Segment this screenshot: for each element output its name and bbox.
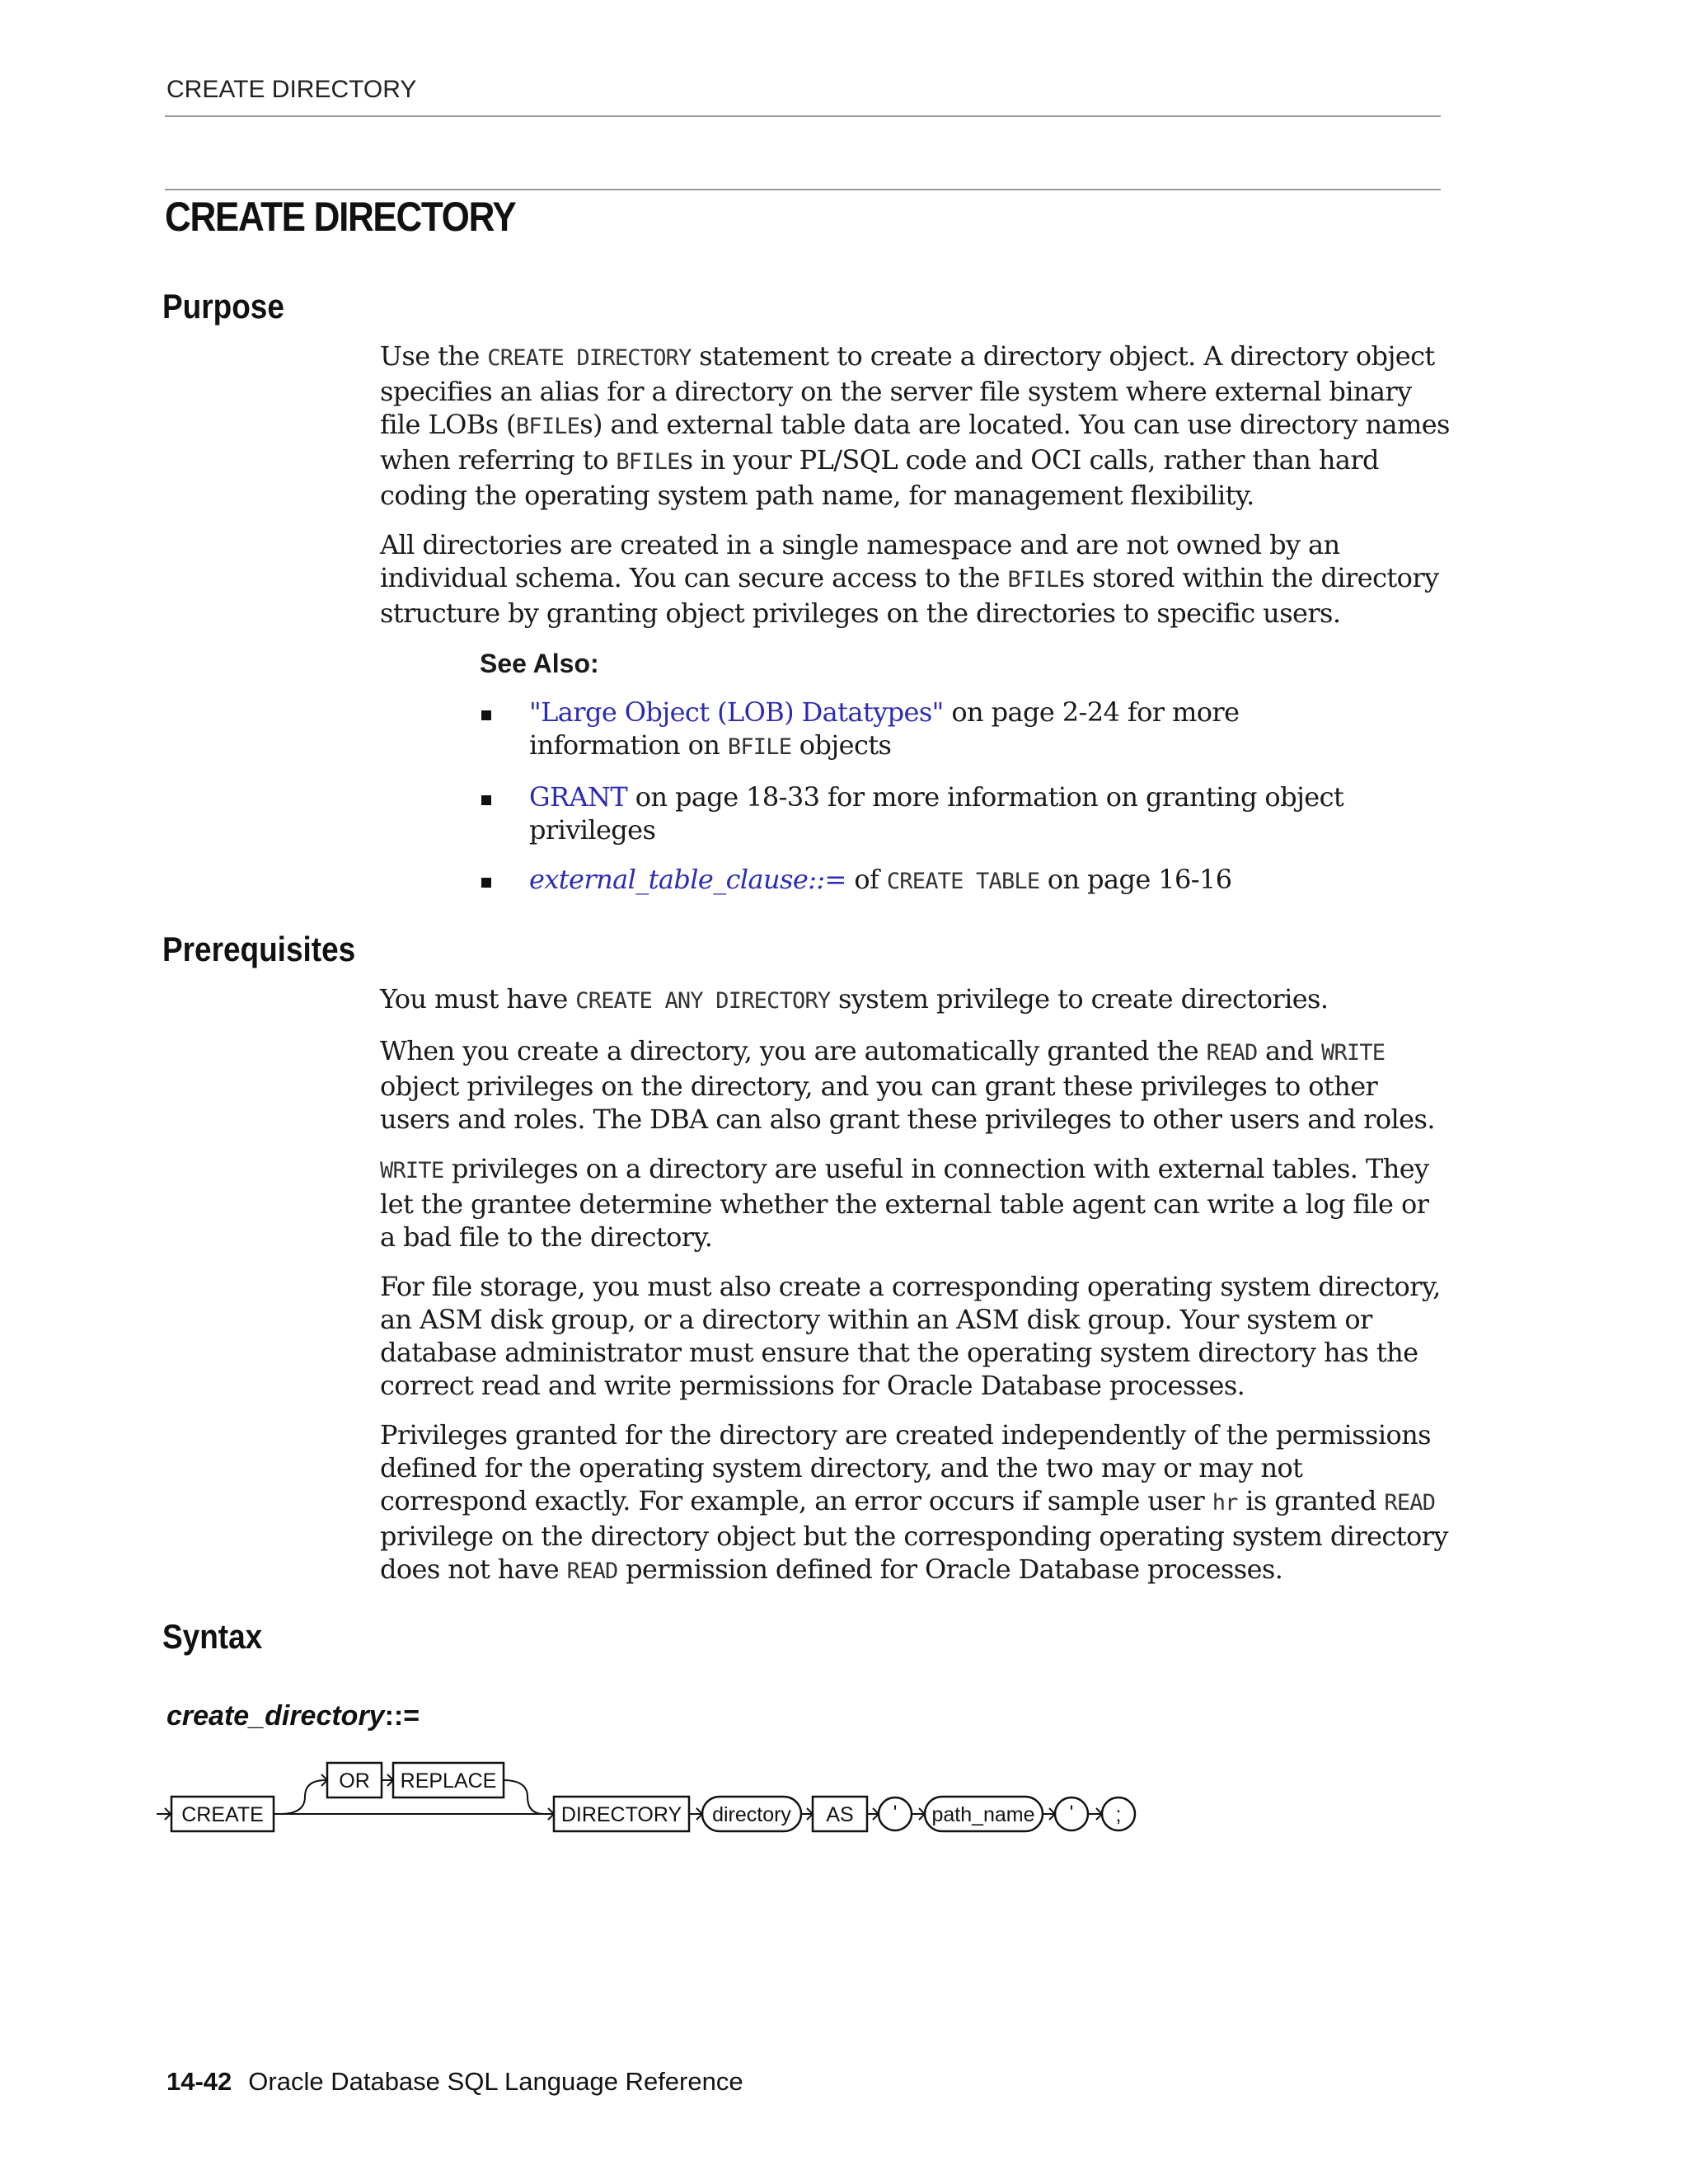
see-also-box [480, 649, 1386, 915]
svg-text:path_name: path_name [931, 1803, 1035, 1826]
bullet-icon [481, 710, 491, 720]
running-head: CREATE DIRECTORY [166, 76, 417, 103]
svg-text:OR: OR [339, 1769, 370, 1793]
directory-name-oval [702, 1797, 801, 1831]
title-rule [165, 189, 1441, 190]
purpose-paragraph-1: Use the CREATE DIRECTORY statement to create a directory object. A directory object specifies an alias for a directory on the server file system where external binary file LOBs (BFILEs) and external table data are located. You can use directory names when referring to BFILEs in your PL/SQL code and OCI calls, rather than hard coding the operating system path name, for management flexibility. [380, 340, 1450, 511]
syntax-rule-name: create_directory [166, 1700, 385, 1732]
page-number: 14-42 [166, 2067, 232, 2096]
prerequisites-heading: Prerequisites [162, 930, 356, 968]
prerequisites-paragraph-5: Privileges granted for the directory are created independently of the permissions defined for the operating system directory, and the two may or may not correspond exactly. For example, an error occurs if sample user hr is granted READ privilege on the directory object but the corresponding operating system directory does not have READ permission defined for Oracle Database processes. [380, 1419, 1448, 1585]
purpose-body [380, 340, 1451, 646]
prerequisites-body [380, 982, 1451, 1605]
svg-text:AS: AS [826, 1803, 854, 1826]
svg-text:': ' [1069, 1802, 1074, 1825]
grant-link[interactable]: GRANT [529, 781, 628, 813]
page-title: CREATE DIRECTORY [165, 194, 516, 240]
svg-text:DIRECTORY: DIRECTORY [560, 1803, 682, 1826]
syntax-rule-label [166, 1700, 420, 1732]
svg-text:CREATE: CREATE [181, 1803, 264, 1826]
see-also-item: "Large Object (LOB) Datatypes" on page 2-24 for more information on BFILE objects [480, 696, 1386, 764]
svg-text:': ' [893, 1802, 898, 1825]
bullet-icon [481, 795, 491, 805]
see-also-item: external_table_clause::= of CREATE TABLE on page 16-16 [480, 863, 1386, 898]
bullet-icon [481, 878, 491, 888]
header-rule [165, 115, 1441, 117]
prerequisites-paragraph-3: WRITE privileges on a directory are useful in connection with external tables. They let the grantee determine whether the external table agent can write a log file or a bad file to the directory. [380, 1153, 1429, 1253]
prerequisites-paragraph-2: When you create a directory, you are automatically granted the READ and WRITE object privileges on the directory, and you can grant these privileges to other users and roles. The DBA can also grant these privileges to other users and roles. [380, 1035, 1435, 1135]
purpose-heading: Purpose [162, 287, 284, 326]
create-keyword-box [171, 1797, 274, 1831]
as-keyword-box [813, 1797, 867, 1831]
svg-text:;: ; [1115, 1803, 1122, 1826]
see-also-list [480, 696, 1386, 898]
book-title: Oracle Database SQL Language Reference [248, 2067, 743, 2096]
page-footer [166, 2067, 743, 2097]
directory-keyword-box [554, 1797, 689, 1831]
see-also-item: GRANT on page 18-33 for more information on granting object privileges [480, 780, 1386, 846]
svg-text:REPLACE: REPLACE [400, 1769, 497, 1793]
lob-datatypes-link[interactable]: "Large Object (LOB) Datatypes" [529, 696, 944, 728]
replace-keyword-box [393, 1763, 504, 1797]
semicolon-circle [1102, 1797, 1135, 1830]
prerequisites-paragraph-1: You must have CREATE ANY DIRECTORY system privilege to create directories. [380, 983, 1329, 1015]
svg-text:directory: directory [712, 1803, 791, 1826]
prerequisites-paragraph-4: For file storage, you must also create a corresponding operating system directory, an ASM disk group, or a directory within an ASM disk group. Your system or database administrator must ensure that the operating system directory has the correct read and write permissions for Oracle Database processes. [380, 1271, 1441, 1401]
railroad-diagram [157, 1755, 1162, 1846]
path-name-oval [925, 1797, 1043, 1831]
syntax-heading: Syntax [162, 1617, 263, 1656]
external-table-clause-link[interactable]: external_table_clause::= [529, 864, 846, 895]
open-quote-circle [879, 1797, 912, 1830]
close-quote-circle [1055, 1797, 1088, 1830]
or-keyword-box [327, 1763, 382, 1797]
see-also-heading: See Also: [480, 649, 599, 678]
syntax-rule-suffix: ::= [384, 1700, 420, 1732]
purpose-paragraph-2: All directories are created in a single namespace and are not owned by an individual schema. You can secure access to the BFILEs stored within the directory structure by granting object privileges on the directories to specific users. [380, 529, 1439, 629]
